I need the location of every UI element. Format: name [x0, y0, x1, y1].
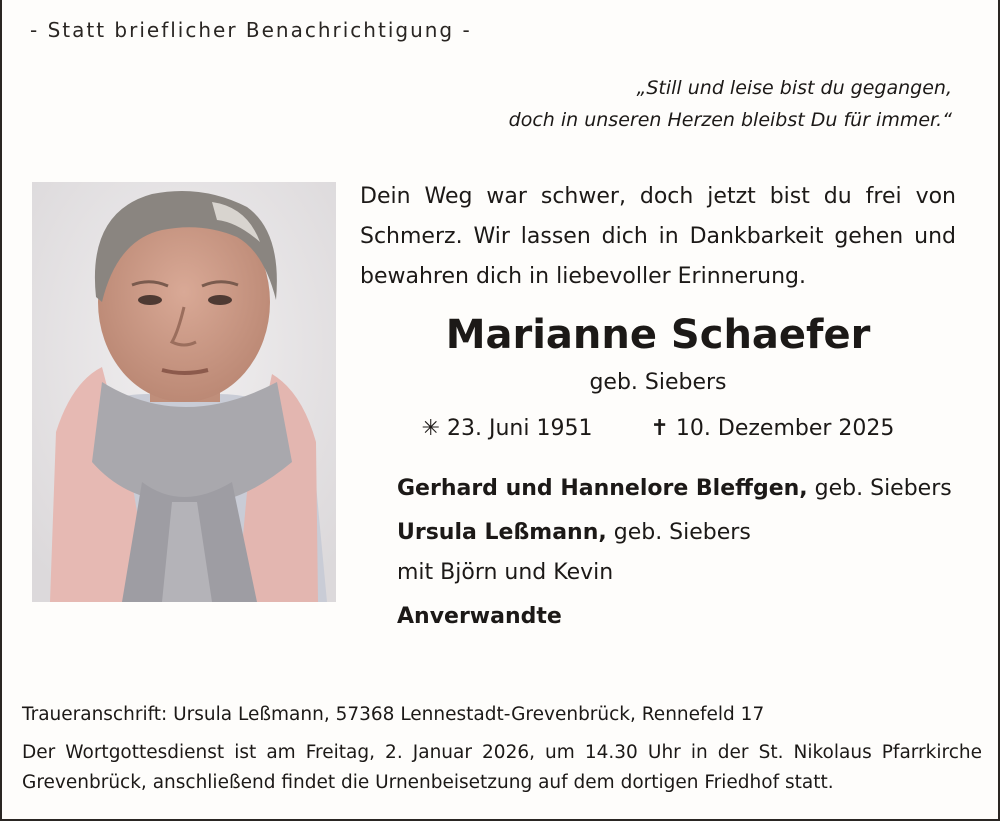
mourner-name: Ursula Leßmann,	[397, 520, 607, 545]
death-date: 10. Dezember 2025	[675, 416, 895, 441]
mourner-suffix: geb. Siebers	[606, 520, 751, 545]
mourners-list	[397, 472, 977, 644]
death-cross-icon: ✝	[650, 416, 669, 441]
mourner-line	[397, 516, 977, 556]
memorial-quote	[392, 72, 952, 136]
intro-text: Dein Weg war schwer, doch jetzt bist du frei von Schmerz. Wir lassen dich in Dankbarkeit gehen und bewahren dich in liebevoller Erinnerung.	[360, 184, 956, 289]
mourning-address: Traueranschrift: Ursula Leßmann, 57368 Lennestadt-Grevenbrück, Rennefeld 17	[22, 704, 765, 725]
quote-line-1: „Still und leise bist du gegangen,	[636, 77, 952, 99]
mourner-name: Anverwandte	[397, 604, 562, 629]
mourner-name: Gerhard und Hannelore Bleffgen,	[397, 476, 808, 501]
mourner-suffix: geb. Siebers	[807, 476, 952, 501]
notice-header: - Statt brieflicher Benachrichtigung -	[30, 18, 472, 42]
mourner-line	[397, 600, 977, 644]
service-info: Der Wortgottesdienst ist am Freitag, 2. Januar 2026, um 14.30 Uhr in der St. Nikolaus Pfarrkirche Grevenbrück, anschließend findet die Urnenbeisetzung auf dem dortigen Friedhof statt.	[22, 742, 982, 793]
birth-star-icon: ✳	[421, 416, 441, 441]
mourner-line	[397, 472, 977, 516]
deceased-name: Marianne Schaefer	[445, 312, 871, 358]
mourner-line	[397, 556, 977, 600]
birth-date: 23. Juni 1951	[447, 416, 593, 441]
notice-footer	[22, 700, 982, 798]
portrait-photo-icon	[32, 182, 336, 602]
life-dates	[360, 416, 956, 441]
maiden-name: geb. Siebers	[589, 370, 727, 395]
quote-line-2: doch in unseren Herzen bleibst Du für immer.“	[508, 109, 952, 131]
mourner-plain: mit Björn und Kevin	[397, 560, 614, 585]
portrait-photo	[32, 182, 336, 602]
